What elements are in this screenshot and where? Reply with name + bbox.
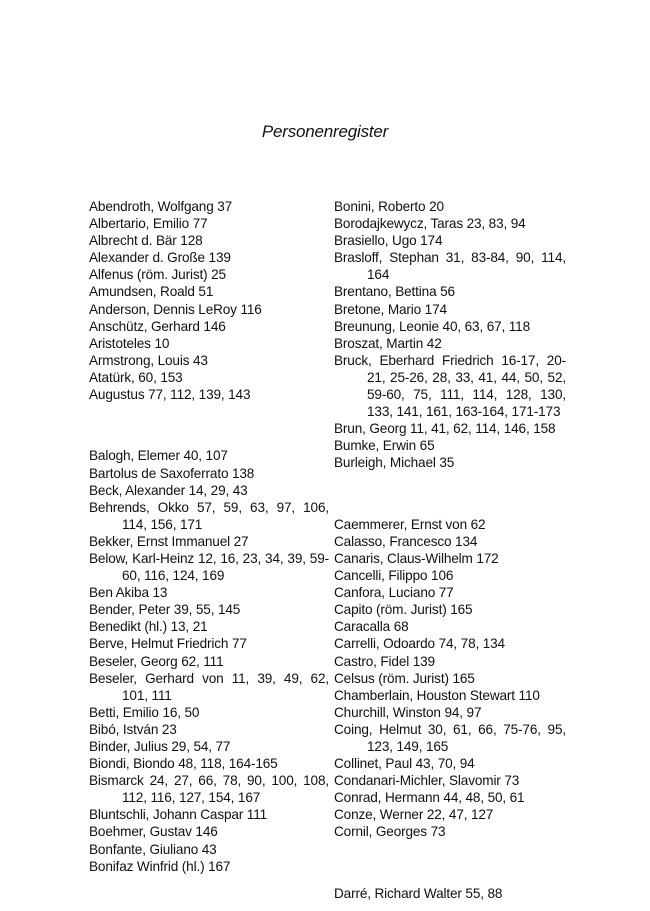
index-entry: Conze, Werner 22, 47, 127 <box>334 807 494 823</box>
index-entry: Chamberlain, Houston Stewart 110 <box>334 687 540 703</box>
index-entry: Anderson, Dennis LeRoy 116 <box>89 301 262 317</box>
index-entry: Armstrong, Louis 43 <box>89 352 208 368</box>
index-entry: Bonini, Roberto 20 <box>334 199 444 214</box>
index-entry: Biondi, Biondo 48, 118, 164-165 <box>89 756 278 772</box>
index-entry: Bekker, Ernst Immanuel 27 <box>89 533 249 549</box>
section-gap <box>334 485 566 502</box>
index-entry: Darré, Richard Walter 55, 88 <box>334 885 503 901</box>
index-entry: Benedikt (hl.) 13, 21 <box>89 619 208 635</box>
index-entry: Cornil, Georges 73 <box>334 824 446 840</box>
index-entry: Cancelli, Filippo 106 <box>334 568 454 584</box>
index-entry: Albrecht d. Bär 128 <box>89 233 203 249</box>
index-entry: Betti, Emilio 16, 50 <box>89 704 200 720</box>
index-entry: Bruck, Eberhard Friedrich 16-17, 20-21, 25-26, 28, 33, 41, 44, 50, 52, 59-60, 75, 111, 114, 128, 130, 133, 141, 161, 163-164, 171-173 <box>334 352 566 420</box>
index-entry: Bibó, István 23 <box>89 721 177 737</box>
index-entry: Alexander d. Große 139 <box>89 250 231 266</box>
index-entry: Capito (röm. Jurist) 165 <box>334 602 473 618</box>
index-entry: Burleigh, Michael 35 <box>334 455 455 471</box>
index-entry: Balogh, Elemer 40, 107 <box>89 448 228 464</box>
section-gap <box>334 854 566 871</box>
index-entry: Ben Akiba 13 <box>89 585 168 601</box>
index-entry: Brentano, Bettina 56 <box>334 284 455 300</box>
section-gap <box>89 417 329 434</box>
index-entry: Bonfante, Giuliano 43 <box>89 841 217 857</box>
index-entry: Broszat, Martin 42 <box>334 335 442 351</box>
index-entry: Bender, Peter 39, 55, 145 <box>89 602 241 618</box>
index-entry: Brasloff, Stephan 31, 83-84, 90, 114, 164 <box>334 250 566 283</box>
index-entry: Anschütz, Gerhard 146 <box>89 318 226 334</box>
index-entry: Coing, Helmut 30, 61, 66, 75-76, 95, 123, 149, 165 <box>334 721 566 754</box>
index-entry: Binder, Julius 29, 54, 77 <box>89 739 231 754</box>
index-entry: Beseler, Georg 62, 111 <box>89 653 224 669</box>
index-entry: Castro, Fidel 139 <box>334 653 435 669</box>
index-entry: Amundsen, Roald 51 <box>89 284 214 300</box>
index-entry: Collinet, Paul 43, 70, 94 <box>334 756 475 772</box>
index-entry: Breunung, Leonie 40, 63, 67, 118 <box>334 318 530 334</box>
index-entry: Condanari-Michler, Slavomir 73 <box>334 773 520 789</box>
index-entry: Below, Karl-Heinz 12, 16, 23, 34, 39, 59-60, 116, 124, 169 <box>89 550 329 584</box>
index-entry: Bretone, Mario 174 <box>334 301 447 317</box>
index-entry: Bismarck 24, 27, 66, 78, 90, 100, 108, 112, 116, 127, 154, 167 <box>89 773 329 806</box>
index-entry: Albertario, Emilio 77 <box>89 216 208 232</box>
index-entry: Berve, Helmut Friedrich 77 <box>89 636 247 652</box>
index-entry: Alfenus (röm. Jurist) 25 <box>89 267 226 283</box>
index-entry: Boehmer, Gustav 146 <box>89 824 218 840</box>
index-entry: Behrends, Okko 57, 59, 63, 97, 106, 114, 156, 171 <box>89 499 329 532</box>
index-entry: Brun, Georg 11, 41, 62, 114, 146, 158 <box>334 421 556 437</box>
index-entry: Bartolus de Saxoferrato 138 <box>89 465 255 481</box>
page-title: Personenregister <box>261 122 389 141</box>
index-entry: Brasiello, Ugo 174 <box>334 233 443 249</box>
index-entry: Aristoteles 10 <box>89 335 170 351</box>
index-entry: Canfora, Luciano 77 <box>334 585 454 601</box>
index-entry: Beseler, Gerhard von 11, 39, 49, 62, 101, 111 <box>89 670 329 703</box>
index-entry: Atatürk, 60, 153 <box>89 369 183 385</box>
index-entry: Caracalla 68 <box>334 619 409 635</box>
index-entry: Beck, Alexander 14, 29, 43 <box>89 482 248 498</box>
index-entry: Borodajkewycz, Taras 23, 83, 94 <box>334 216 526 232</box>
index-entry: Carrelli, Odoardo 74, 78, 134 <box>334 636 505 652</box>
index-entry: Abendroth, Wolfgang 37 <box>89 199 233 214</box>
index-entry: Bluntschli, Johann Caspar 111 <box>89 807 268 823</box>
index-entry: Bonifaz Winfrid (hl.) 167 <box>89 858 231 874</box>
index-entry: Bumke, Erwin 65 <box>334 438 435 454</box>
index-column-right <box>334 198 566 902</box>
index-entry: Churchill, Winston 94, 97 <box>334 704 482 720</box>
index-entry: Augustus 77, 112, 139, 143 <box>89 387 251 403</box>
index-column-left <box>89 198 329 875</box>
index-entry: Calasso, Francesco 134 <box>334 533 478 549</box>
index-entry: Conrad, Hermann 44, 48, 50, 61 <box>334 790 525 806</box>
index-entry: Caemmerer, Ernst von 62 <box>334 516 486 532</box>
index-entry: Celsus (röm. Jurist) 165 <box>334 670 475 686</box>
index-entry: Canaris, Claus-Wilhelm 172 <box>334 550 499 566</box>
